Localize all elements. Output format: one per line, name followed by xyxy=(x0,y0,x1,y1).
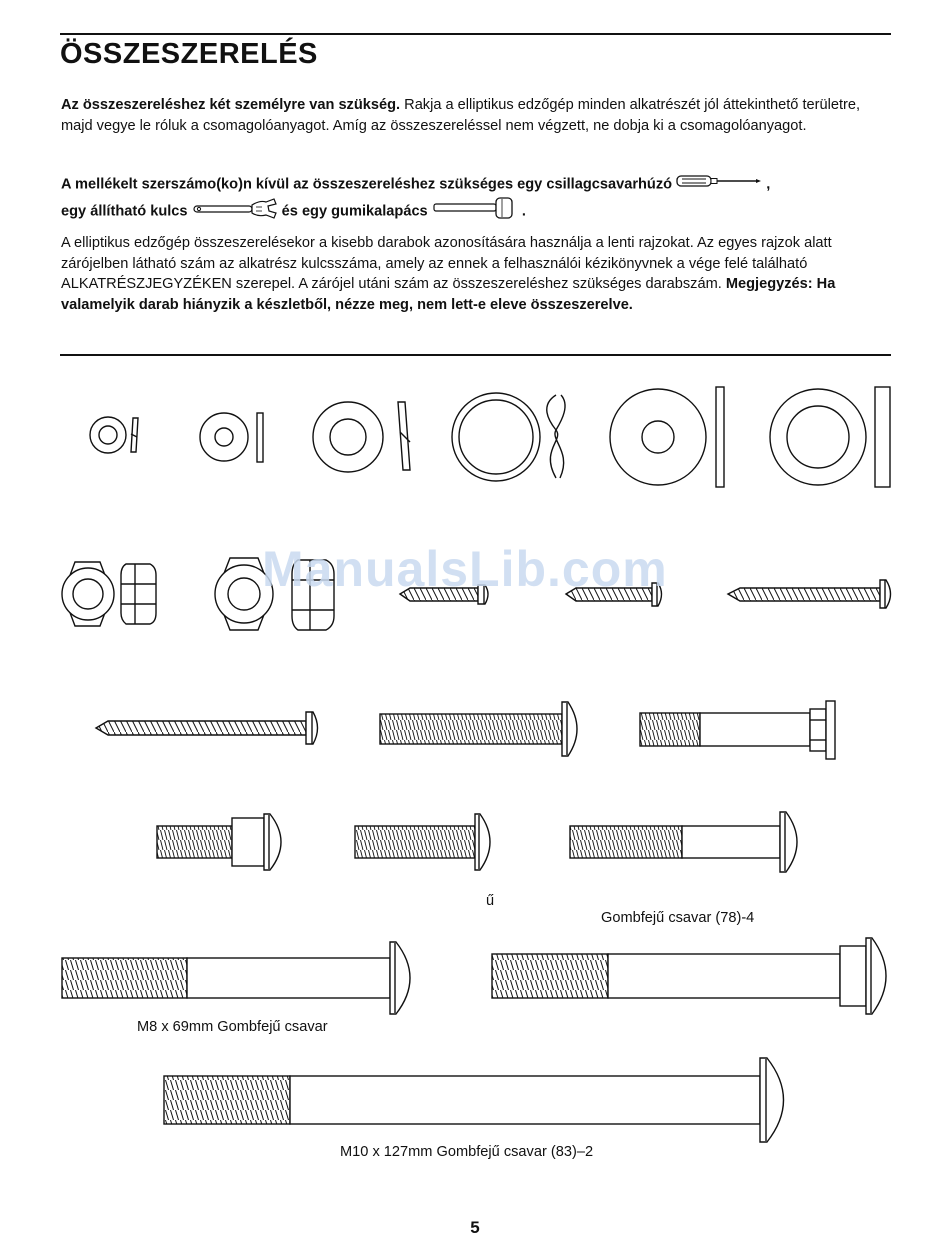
shoulder-button-bolt xyxy=(157,814,281,870)
large-flat-washer xyxy=(610,387,724,487)
tools-comma: , xyxy=(766,176,771,193)
tools-part2: egy állítható kulcs xyxy=(61,203,188,220)
flange-hex-bolt xyxy=(640,701,835,759)
small-flat-washer xyxy=(200,413,263,462)
page-title: ÖSSZESZERELÉS xyxy=(60,38,318,70)
caption-stray-char: ű xyxy=(486,893,495,909)
body-text: A elliptikus edzőgép összeszerelésekor a kisebb darabok azonosítására használja a lenti rajzokat. Az egyes rajzok alatt zárójelben látható szám az alkatrész kulcsszáma, amely az ennek a felhasználói kézikönyvnek a vége felé található ALKATRÉSZJEGYZÉKEN szerepel. A zárójel utáni szám az összeszereléshez szükséges darabszám. xyxy=(61,235,832,292)
button-head-bolt-short xyxy=(355,814,490,870)
body-note: Megjegyzés: Ha valamelyik darab hiányzik a készletből, nézze meg, nem lett-e eleve összeszerelve. xyxy=(61,276,836,313)
screw-long xyxy=(96,712,318,744)
medium-lock-washer xyxy=(313,402,410,472)
caption-m10-127: M10 x 127mm Gombfejű csavar (83)–2 xyxy=(340,1144,594,1160)
extra-large-flat-washer xyxy=(770,387,890,487)
button-head-bolt-m8-69 xyxy=(62,942,410,1014)
page-number: 5 xyxy=(470,1218,480,1237)
caption-button-head-bolt-78: Gombfejű csavar (78)-4 xyxy=(601,910,755,926)
small-nylon-nut xyxy=(62,562,156,626)
caption-m8-69: M8 x 69mm Gombfejű csavar xyxy=(137,1019,328,1035)
tools-line1: A mellékelt szerszámo(ko)n kívül az összeszereléshez szükséges egy csillagcsavarhúzó xyxy=(61,176,673,193)
intro-text: Rakja a elliptikus edzőgép minden alkatrészét jól áttekinthető területre, majd vegye le róluk a csomagolóanyagot. Amíg az összeszereléssel nem végzett, ne dobja ki a csomagolóanyagot. xyxy=(61,97,861,134)
watermark: ManualsLib.com xyxy=(262,541,668,597)
wave-washer xyxy=(452,393,565,481)
screw-medium xyxy=(728,580,891,608)
tools-part3: és egy gumikalapács xyxy=(281,203,428,220)
button-head-bolt-m10-127 xyxy=(164,1058,784,1142)
shoulder-bolt-large xyxy=(492,938,886,1014)
intro-bold: Az összeszereléshez két személyre van szükség. xyxy=(61,97,401,113)
small-lock-washer xyxy=(90,417,138,453)
button-head-bolt-threaded xyxy=(380,702,577,756)
tools-period: . xyxy=(521,203,526,220)
button-head-bolt-78 xyxy=(570,812,797,872)
